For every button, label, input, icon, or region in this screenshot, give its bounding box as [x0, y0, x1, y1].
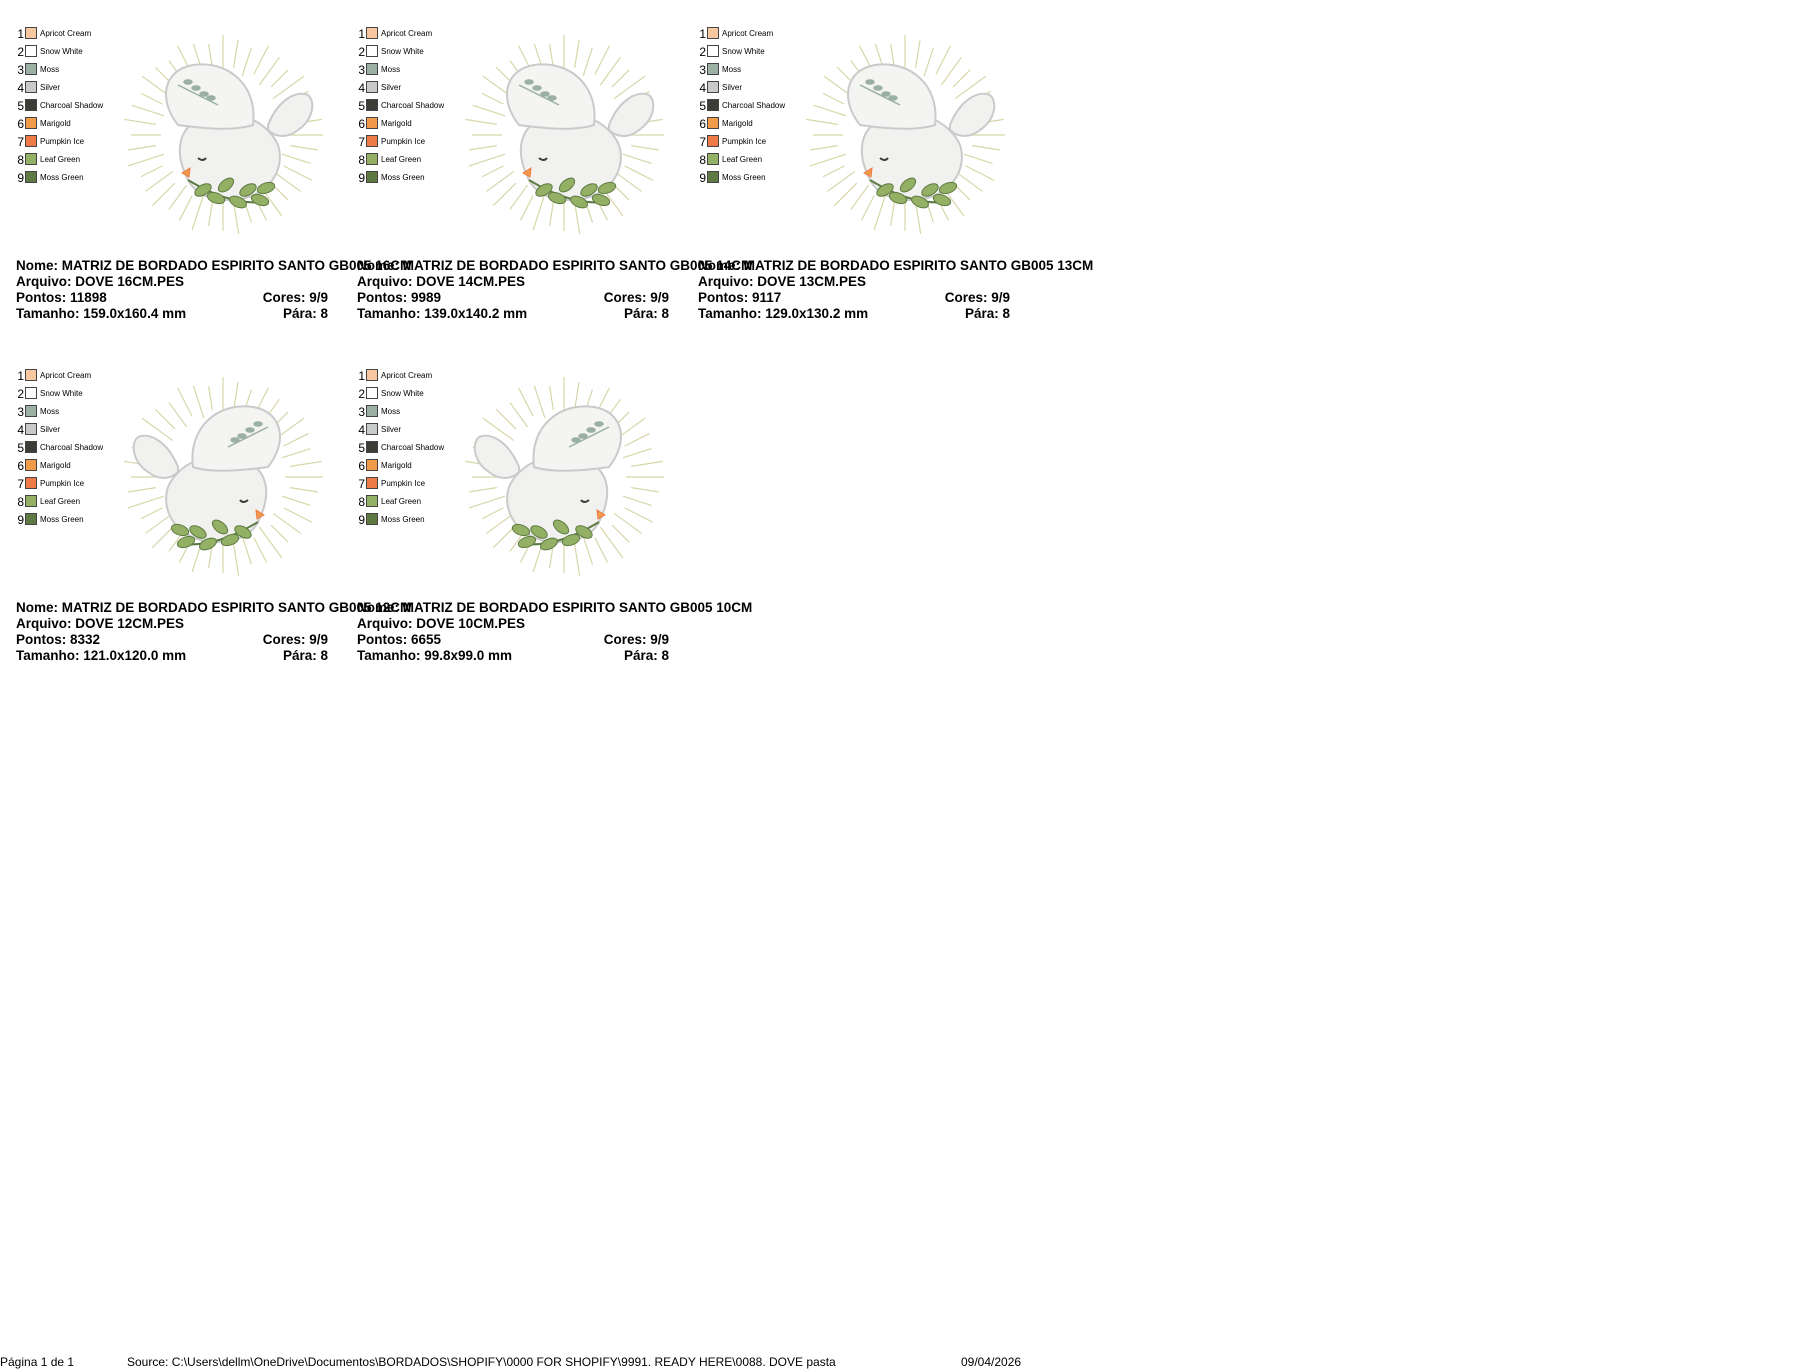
- legend-number: 2: [358, 387, 365, 401]
- legend-item: [14, 170, 134, 188]
- legend-number: 5: [699, 99, 706, 113]
- legend-number: 4: [358, 423, 365, 437]
- dove-artwork: [800, 30, 1010, 240]
- color-name: Apricot Cream: [381, 29, 433, 38]
- color-name: Moss Green: [40, 515, 84, 524]
- color-name: Moss Green: [722, 173, 766, 182]
- legend-item: [355, 44, 475, 62]
- color-name: Leaf Green: [381, 155, 422, 164]
- color-count: Cores: 9/9: [603, 632, 669, 647]
- legend-item: [355, 440, 475, 458]
- color-name: Snow White: [722, 47, 765, 56]
- legend-number: 9: [17, 513, 24, 527]
- color-swatch: [25, 99, 37, 111]
- color-name: Silver: [40, 83, 61, 92]
- color-name: Silver: [381, 83, 402, 92]
- color-swatch: [707, 171, 719, 183]
- legend-number: 6: [699, 117, 706, 131]
- color-swatch: [366, 153, 378, 165]
- color-swatch: [366, 99, 378, 111]
- color-swatch: [366, 423, 378, 435]
- legend-item: [14, 152, 134, 170]
- color-name: Charcoal Shadow: [381, 101, 445, 110]
- color-swatch: [25, 387, 37, 399]
- design-size: Tamanho: 121.0x120.0 mm: [16, 648, 187, 663]
- color-count: Cores: 9/9: [944, 290, 1010, 305]
- legend-number: 1: [358, 369, 365, 383]
- legend-number: 9: [358, 171, 365, 185]
- design-file: Arquivo: DOVE 16CM.PES: [16, 274, 185, 289]
- color-swatch: [707, 81, 719, 93]
- color-swatch: [707, 135, 719, 147]
- legend-item: [696, 26, 816, 44]
- design-name: Nome: MATRIZ DE BORDADO ESPIRITO SANTO GB005 14CM: [357, 258, 753, 273]
- legend-number: 7: [17, 135, 24, 149]
- color-swatch: [25, 117, 37, 129]
- legend-number: 3: [17, 405, 24, 419]
- color-name: Charcoal Shadow: [381, 443, 445, 452]
- stop-count: Pára: 8: [282, 648, 328, 663]
- source-path: Source: C:\Users\dellm\OneDrive\Documentos\BORDADOS\SHOPIFY\0000 FOR SHOPIFY\9991. READY HERE\0088. DOVE pasta: [127, 1355, 836, 1369]
- legend-number: 4: [17, 423, 24, 437]
- color-name: Apricot Cream: [40, 371, 92, 380]
- color-name: Leaf Green: [40, 155, 81, 164]
- legend-item: [355, 368, 475, 386]
- color-name: Moss: [40, 407, 60, 416]
- color-swatch: [707, 117, 719, 129]
- color-name: Moss: [381, 65, 401, 74]
- stitch-count: Pontos: 6655: [357, 632, 442, 647]
- legend-item: [696, 62, 816, 80]
- color-swatch: [25, 369, 37, 381]
- color-name: Moss: [381, 407, 401, 416]
- color-name: Moss Green: [381, 173, 425, 182]
- color-name: Charcoal Shadow: [722, 101, 786, 110]
- legend-item: [355, 98, 475, 116]
- legend-item: [355, 458, 475, 476]
- legend-item: [14, 458, 134, 476]
- color-swatch: [707, 45, 719, 57]
- color-swatch: [366, 441, 378, 453]
- legend-item: [355, 80, 475, 98]
- design-block: [349, 368, 753, 698]
- legend-number: 1: [358, 27, 365, 41]
- legend-number: 1: [699, 27, 706, 41]
- color-name: Leaf Green: [381, 497, 422, 506]
- color-name: Charcoal Shadow: [40, 443, 104, 452]
- color-name: Pumpkin Ice: [40, 137, 85, 146]
- color-swatch: [366, 405, 378, 417]
- dove-image: [459, 30, 669, 240]
- color-swatch: [25, 63, 37, 75]
- legend-item: [14, 26, 134, 44]
- color-swatch: [25, 495, 37, 507]
- legend-item: [696, 80, 816, 98]
- stitch-count: Pontos: 11898: [16, 290, 107, 305]
- color-swatch: [25, 27, 37, 39]
- color-name: Snow White: [40, 47, 83, 56]
- legend-item: [355, 512, 475, 530]
- legend-number: 7: [699, 135, 706, 149]
- legend-item: [355, 170, 475, 188]
- design-file: Arquivo: DOVE 10CM.PES: [357, 616, 526, 631]
- color-name: Snow White: [381, 389, 424, 398]
- legend-item: [14, 62, 134, 80]
- legend-number: 4: [699, 81, 706, 95]
- color-name: Marigold: [40, 119, 71, 128]
- legend-number: 3: [17, 63, 24, 77]
- color-name: Pumpkin Ice: [722, 137, 767, 146]
- dove-artwork: [459, 30, 669, 240]
- color-name: Snow White: [40, 389, 83, 398]
- color-name: Marigold: [381, 461, 412, 470]
- color-swatch: [25, 81, 37, 93]
- color-swatch: [25, 45, 37, 57]
- color-name: Apricot Cream: [381, 371, 433, 380]
- legend-number: 8: [17, 153, 24, 167]
- color-name: Moss: [722, 65, 742, 74]
- color-name: Marigold: [381, 119, 412, 128]
- design-size: Tamanho: 139.0x140.2 mm: [357, 306, 528, 321]
- color-swatch: [366, 459, 378, 471]
- color-swatch: [366, 27, 378, 39]
- legend-item: [355, 386, 475, 404]
- legend-number: 7: [17, 477, 24, 491]
- legend-item: [14, 116, 134, 134]
- design-file: Arquivo: DOVE 13CM.PES: [698, 274, 867, 289]
- legend-number: 6: [17, 117, 24, 131]
- legend-number: 2: [17, 387, 24, 401]
- design-block: [690, 26, 1094, 356]
- dove-artwork: [118, 372, 328, 582]
- dove-image: [800, 30, 1010, 240]
- legend-number: 6: [17, 459, 24, 473]
- design-name: Nome: MATRIZ DE BORDADO ESPIRITO SANTO GB005 16CM: [16, 258, 412, 273]
- dove-image: [118, 372, 328, 582]
- legend-number: 1: [17, 369, 24, 383]
- color-name: Pumpkin Ice: [381, 479, 426, 488]
- design-info: [698, 258, 1798, 322]
- legend-item: [696, 170, 816, 188]
- legend-item: [14, 80, 134, 98]
- legend-item: [355, 494, 475, 512]
- legend-item: [355, 62, 475, 80]
- color-swatch: [25, 459, 37, 471]
- color-swatch: [366, 387, 378, 399]
- legend-number: 4: [17, 81, 24, 95]
- color-name: Leaf Green: [722, 155, 763, 164]
- dove-artwork: [459, 372, 669, 582]
- legend-number: 6: [358, 117, 365, 131]
- design-size: Tamanho: 129.0x130.2 mm: [698, 306, 869, 321]
- legend-item: [14, 404, 134, 422]
- legend-item: [14, 98, 134, 116]
- legend-item: [355, 422, 475, 440]
- legend-item: [355, 476, 475, 494]
- color-name: Silver: [722, 83, 743, 92]
- design-file: Arquivo: DOVE 12CM.PES: [16, 616, 185, 631]
- legend-number: 4: [358, 81, 365, 95]
- color-name: Charcoal Shadow: [40, 101, 104, 110]
- stitch-count: Pontos: 8332: [16, 632, 101, 647]
- stitch-count: Pontos: 9989: [357, 290, 442, 305]
- color-swatch: [366, 45, 378, 57]
- page-footer: [0, 1354, 1024, 1370]
- color-swatch: [25, 477, 37, 489]
- legend-item: [14, 44, 134, 62]
- stop-count: Pára: 8: [623, 306, 669, 321]
- design-file: Arquivo: DOVE 14CM.PES: [357, 274, 526, 289]
- legend-item: [14, 512, 134, 530]
- color-name: Snow White: [381, 47, 424, 56]
- color-name: Silver: [381, 425, 402, 434]
- legend-item: [14, 386, 134, 404]
- legend-number: 5: [358, 99, 365, 113]
- color-name: Moss Green: [381, 515, 425, 524]
- color-swatch: [366, 369, 378, 381]
- legend-number: 5: [17, 99, 24, 113]
- legend-number: 8: [699, 153, 706, 167]
- legend-item: [14, 494, 134, 512]
- legend-number: 3: [699, 63, 706, 77]
- legend-number: 8: [17, 495, 24, 509]
- legend-item: [355, 152, 475, 170]
- legend-number: 7: [358, 135, 365, 149]
- legend-item: [14, 134, 134, 152]
- legend-number: 5: [17, 441, 24, 455]
- legend-number: 2: [358, 45, 365, 59]
- color-name: Moss Green: [40, 173, 84, 182]
- legend-number: 8: [358, 495, 365, 509]
- legend-item: [355, 134, 475, 152]
- color-name: Marigold: [40, 461, 71, 470]
- color-name: Pumpkin Ice: [381, 137, 426, 146]
- dove-artwork: [118, 30, 328, 240]
- color-swatch: [707, 153, 719, 165]
- dove-image: [459, 372, 669, 582]
- color-swatch: [366, 171, 378, 183]
- design-info: [357, 600, 1457, 664]
- legend-number: 7: [358, 477, 365, 491]
- legend-item: [355, 26, 475, 44]
- color-count: Cores: 9/9: [262, 290, 328, 305]
- legend-item: [355, 116, 475, 134]
- color-swatch: [366, 477, 378, 489]
- legend-number: 3: [358, 405, 365, 419]
- color-swatch: [366, 495, 378, 507]
- color-swatch: [25, 171, 37, 183]
- color-swatch: [25, 153, 37, 165]
- stitch-count: Pontos: 9117: [698, 290, 782, 305]
- design-name: Nome: MATRIZ DE BORDADO ESPIRITO SANTO GB005 12CM: [16, 600, 412, 615]
- print-date: 09/04/2026: [961, 1355, 1022, 1369]
- color-swatch: [25, 405, 37, 417]
- legend-item: [14, 422, 134, 440]
- color-swatch: [366, 117, 378, 129]
- color-swatch: [25, 441, 37, 453]
- color-name: Apricot Cream: [722, 29, 774, 38]
- design-size: Tamanho: 159.0x160.4 mm: [16, 306, 187, 321]
- dove-image: [118, 30, 328, 240]
- legend-number: 2: [699, 45, 706, 59]
- legend-item: [696, 152, 816, 170]
- color-name: Silver: [40, 425, 61, 434]
- color-swatch: [707, 99, 719, 111]
- legend-number: 9: [699, 171, 706, 185]
- color-swatch: [366, 63, 378, 75]
- color-name: Apricot Cream: [40, 29, 92, 38]
- legend-item: [696, 98, 816, 116]
- legend-number: 9: [17, 171, 24, 185]
- color-swatch: [366, 135, 378, 147]
- legend-item: [14, 440, 134, 458]
- color-name: Pumpkin Ice: [40, 479, 85, 488]
- design-size: Tamanho: 99.8x99.0 mm: [357, 648, 513, 663]
- legend-item: [696, 44, 816, 62]
- design-name: Nome: MATRIZ DE BORDADO ESPIRITO SANTO GB005 10CM: [357, 600, 753, 615]
- legend-item: [14, 368, 134, 386]
- stop-count: Pára: 8: [964, 306, 1010, 321]
- legend-item: [696, 116, 816, 134]
- legend-number: 2: [17, 45, 24, 59]
- stop-count: Pára: 8: [623, 648, 669, 663]
- legend-item: [355, 404, 475, 422]
- legend-number: 3: [358, 63, 365, 77]
- legend-number: 9: [358, 513, 365, 527]
- color-swatch: [25, 513, 37, 525]
- color-count: Cores: 9/9: [603, 290, 669, 305]
- legend-number: 5: [358, 441, 365, 455]
- color-swatch: [25, 135, 37, 147]
- color-swatch: [707, 63, 719, 75]
- color-swatch: [707, 27, 719, 39]
- color-swatch: [25, 423, 37, 435]
- color-name: Moss: [40, 65, 60, 74]
- color-name: Leaf Green: [40, 497, 81, 506]
- legend-number: 8: [358, 153, 365, 167]
- design-name: Nome: MATRIZ DE BORDADO ESPIRITO SANTO GB005 13CM: [698, 258, 1094, 273]
- color-count: Cores: 9/9: [262, 632, 328, 647]
- color-swatch: [366, 513, 378, 525]
- page-number: Página 1 de 1: [0, 1355, 75, 1369]
- legend-number: 6: [358, 459, 365, 473]
- legend-item: [14, 476, 134, 494]
- legend-number: 1: [17, 27, 24, 41]
- legend-item: [696, 134, 816, 152]
- stop-count: Pára: 8: [282, 306, 328, 321]
- color-swatch: [366, 81, 378, 93]
- color-name: Marigold: [722, 119, 753, 128]
